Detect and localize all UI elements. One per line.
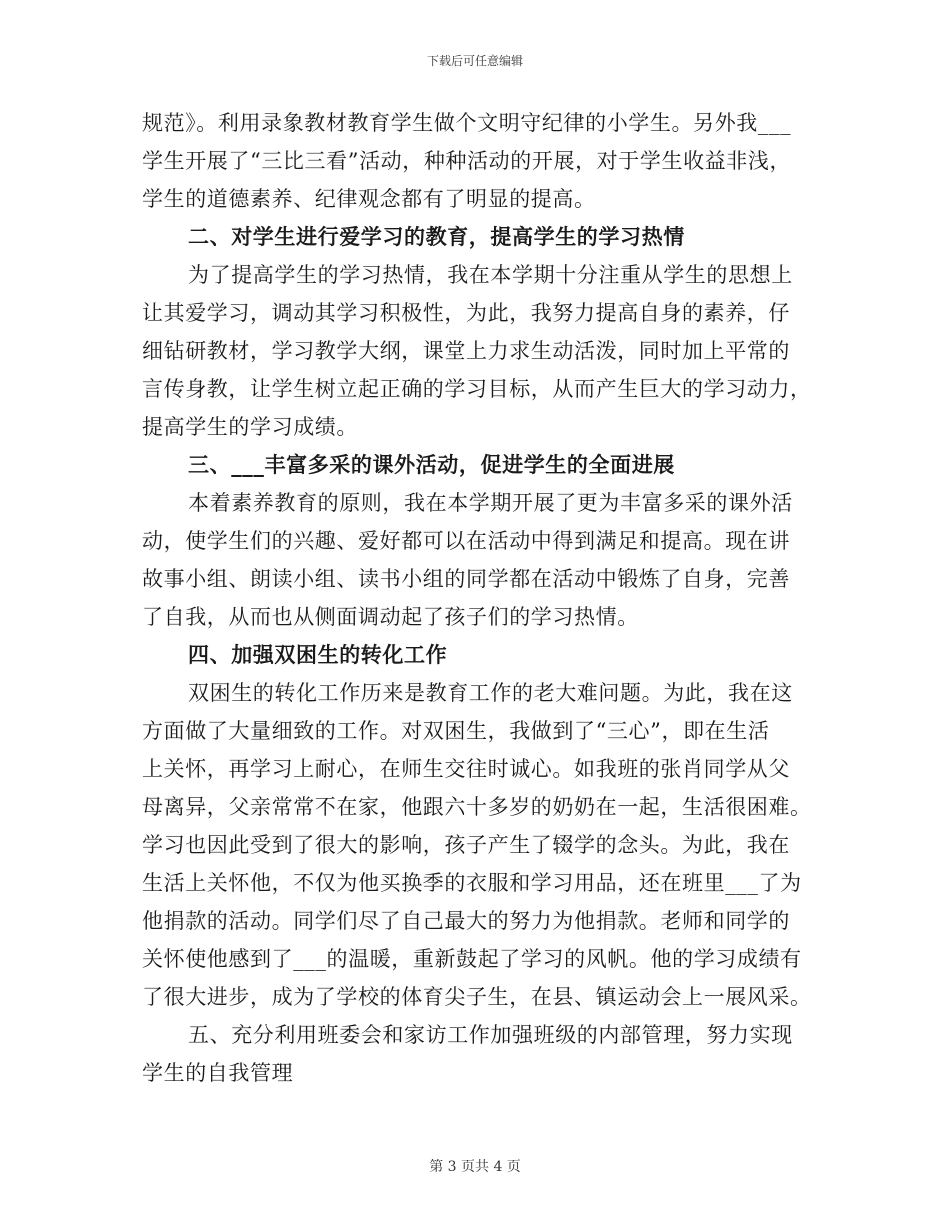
text-line: 了很大进步，成为了学校的体育尖子生，在县、镇运动会上一展风采。 (142, 985, 812, 1009)
text-line: 本着素养教育的原则，我在本学期开展了更为丰富多采的课外活 (188, 491, 793, 515)
text-line: 学生的自我管理 (142, 1061, 294, 1085)
document-body (142, 104, 812, 1092)
text-line: 规范》。利用录象教材教育学生做个文明守纪律的小学生。另外我___ (142, 111, 792, 135)
text-line: 了自我，从而也从侧面调动起了孩子们的学习热情。 (142, 605, 639, 629)
text-line: 学生的道德素养、纪律观念都有了明显的提高。 (142, 187, 596, 211)
text-line: 动，使学生们的兴趣、爱好都可以在活动中得到满足和提高。现在讲 (142, 529, 790, 553)
page-header: 下载后可任意编辑 (426, 54, 523, 68)
text-line: 关怀使他感到了___的温暖，重新鼓起了学习的风帆。他的学习成绩有 (142, 947, 802, 971)
section-heading: 三、___丰富多采的课外活动，促进学生的全面进展 (188, 452, 675, 477)
text-line: 细钻研教材，学习教学大纲，课堂上力求生动活泼，同时加上平常的 (142, 339, 790, 363)
text-line: 母离异，父亲常常不在家，他跟六十多岁的奶奶在一起，生活很困难。 (142, 795, 812, 819)
text-line: 言传身教，让学生树立起正确的学习目标，从而产生巨大的学习动力， (142, 377, 812, 401)
text-line: 故事小组、朗读小组、读书小组的同学都在活动中锻炼了自身，完善 (142, 567, 790, 591)
text-line: 上关怀，再学习上耐心，在师生交往时诚心。如我班的张肖同学从父 (142, 757, 790, 781)
text-line: 他捐款的活动。同学们尽了自己最大的努力为他捐款。老师和同学的 (142, 909, 790, 933)
page-footer: 第 3 页共 4 页 (429, 1159, 521, 1175)
text-line: 生活上关怀他，不仅为他买换季的衣服和学习用品，还在班里___了为 (142, 871, 802, 895)
text-line: 双困生的转化工作历来是教育工作的老大难问题。为此，我在这 (188, 681, 793, 705)
text-line: 提高学生的学习成绩。 (142, 415, 358, 439)
text-line: 学生开展了“三比三看”活动，种种活动的开展，对于学生收益非浅， (142, 149, 792, 173)
section-heading: 二、对学生进行爱学习的教育，提高学生的学习热情 (188, 224, 685, 249)
text-line: 为了提高学生的学习热情，我在本学期十分注重从学生的思想上 (188, 263, 793, 287)
text-line: 让其爱学习，调动其学习积极性，为此，我努力提高自身的素养，仔 (142, 301, 790, 325)
text-line: 五、充分利用班委会和家访工作加强班级的内部管理，努力实现 (188, 1023, 793, 1047)
text-line: 学习也因此受到了很大的影响，孩子产生了辍学的念头。为此，我在 (142, 833, 790, 857)
text-line: 方面做了大量细致的工作。对双困生，我做到了“三心”，即在生活 (142, 719, 770, 743)
section-heading: 四、加强双困生的转化工作 (188, 642, 448, 667)
